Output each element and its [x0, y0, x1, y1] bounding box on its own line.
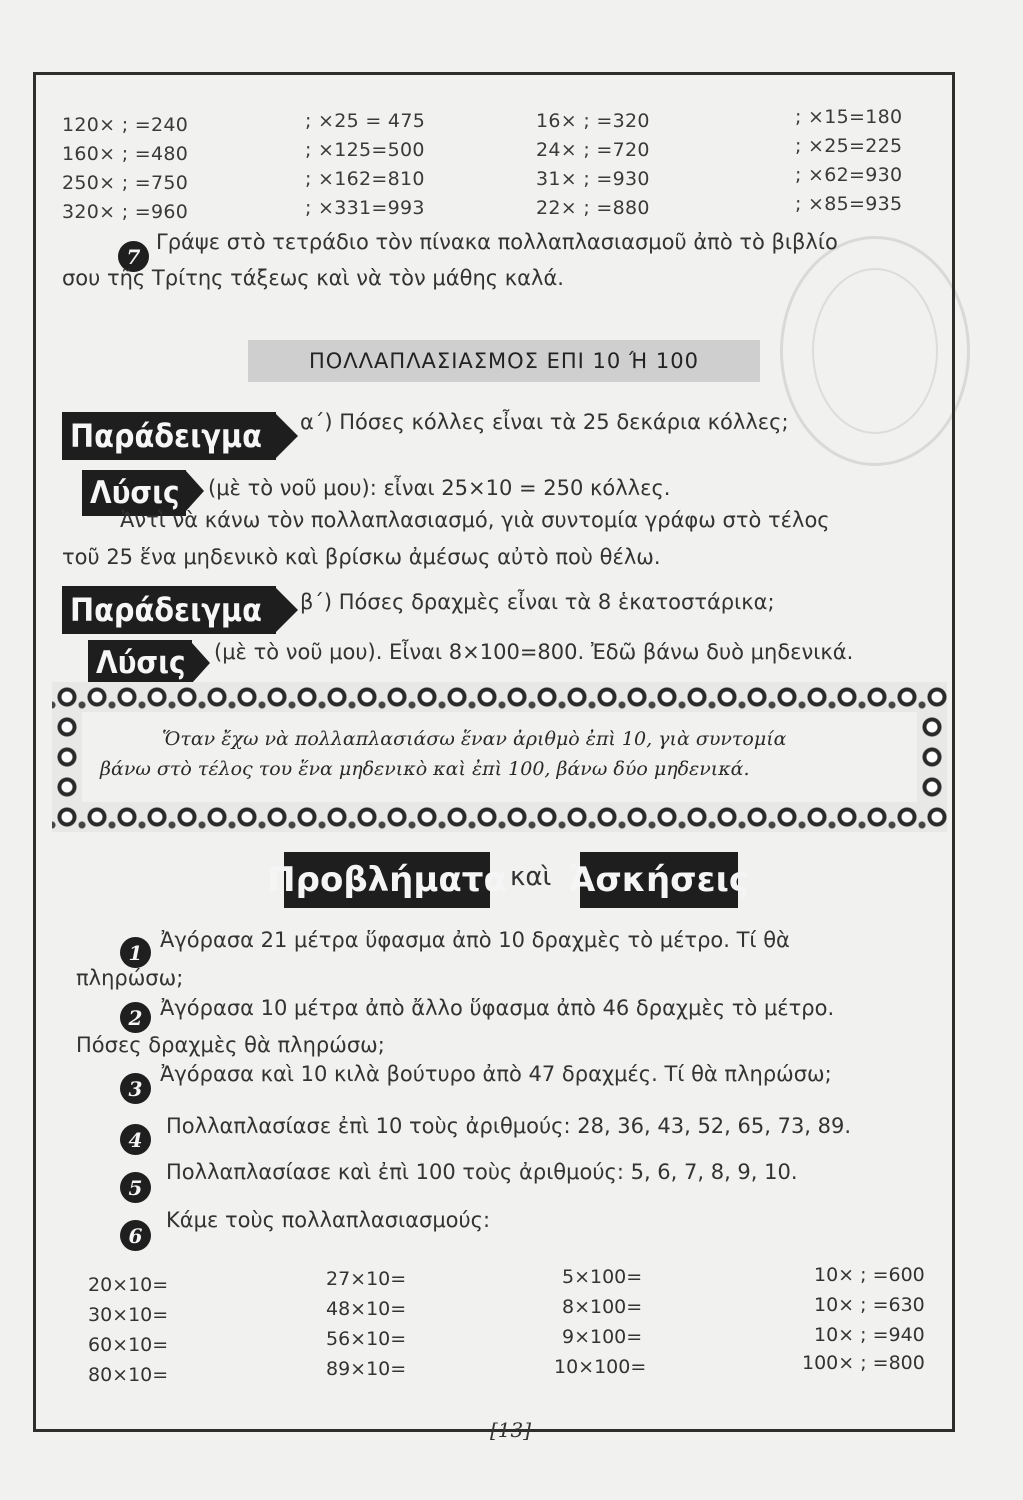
- problem-number-badge: 5: [120, 1172, 151, 1203]
- exercise7-line2: σου τῆς Τρίτης τάξεως καὶ νὰ τὸν μάθης καλά.: [62, 266, 564, 290]
- exercise-cell: 27×10=: [326, 1268, 407, 1290]
- equation: 16× ; =320: [536, 110, 650, 132]
- rule-line1: Ὅταν ἔχω νὰ πολλαπλασιάσω ἕναν ἀριθμὸ ἐπὶ 10, γιὰ συντομία: [162, 728, 787, 750]
- garland-right: [917, 712, 947, 802]
- equation: ; ×15=180: [795, 106, 903, 128]
- exercise-cell: 60×10=: [88, 1334, 169, 1356]
- exercise-cell: 30×10=: [88, 1304, 169, 1326]
- rule-garland-frame: [52, 682, 947, 832]
- exercise-cell: 10× ; =630: [814, 1294, 925, 1316]
- garland-left: [52, 712, 82, 802]
- garland-top: [52, 682, 947, 712]
- example-a-question: α΄) Πόσες κόλλες εἶναι τὰ 25 δεκάρια κόλλες;: [300, 410, 789, 434]
- exercise-cell: 80×10=: [88, 1364, 169, 1386]
- equation: 24× ; =720: [536, 139, 650, 161]
- problem-line2: πληρώσω;: [76, 966, 184, 990]
- equation: 160× ; =480: [62, 143, 189, 165]
- equation: 120× ; =240: [62, 114, 189, 136]
- problem-number-badge: 6: [120, 1220, 151, 1251]
- problem-number-badge: 3: [120, 1073, 151, 1104]
- problems-heading-right: Ἀσκήσεις: [580, 852, 738, 908]
- solution-tag-arrow: [186, 471, 204, 511]
- equation: 320× ; =960: [62, 201, 189, 223]
- equation: ; ×331=993: [305, 197, 425, 219]
- problem-line1: Ἀγόρασα 10 μέτρα ἀπὸ ἄλλο ὕφασμα ἀπὸ 46 δραχμὲς τὸ μέτρο.: [160, 996, 835, 1020]
- exercise7-line1: Γράψε στὸ τετράδιο τὸν πίνακα πολλαπλασιασμοῦ ἀπὸ τὸ βιβλίο: [156, 230, 838, 254]
- equation: ; ×125=500: [305, 139, 425, 161]
- example-a-solution: (μὲ τὸ νοῦ μου): εἶναι 25×10 = 250 κόλλες.: [208, 476, 671, 500]
- problem-line2: Πόσες δραχμὲς θὰ πληρώσω;: [76, 1033, 385, 1057]
- exercise-cell: 10× ; =600: [814, 1264, 925, 1286]
- section-heading: ΠΟΛΛΑΠΛΑΣΙΑΣΜΟΣ ΕΠΙ 10 Ή 100: [248, 340, 760, 382]
- exercise-cell: 56×10=: [326, 1328, 407, 1350]
- problem-number-badge: 1: [120, 937, 151, 968]
- exercise-cell: 5×100=: [562, 1266, 643, 1288]
- problem-number-badge: 4: [120, 1124, 151, 1155]
- example-a-note-line1: Ἀντὶ νὰ κάνω τὸν πολλαπλασιασμό, γιὰ συντομία γράφω στὸ τέλος: [120, 508, 830, 532]
- problem-number-badge: 2: [120, 1002, 151, 1033]
- solution-tag: Λύσις: [88, 640, 192, 686]
- example-b-question: β΄) Πόσες δραχμὲς εἶναι τὰ 8 ἑκατοστάρικα;: [300, 590, 775, 614]
- example-tag: Παράδειγμα: [62, 412, 276, 460]
- equation: ; ×25=225: [795, 135, 903, 157]
- example-tag: Παράδειγμα: [62, 586, 276, 634]
- problem-line1: Ἀγόρασα 21 μέτρα ὕφασμα ἀπὸ 10 δραχμὲς τὸ μέτρο. Τί θὰ: [160, 928, 790, 952]
- exercise-number-badge: 7: [118, 241, 149, 272]
- equation: 250× ; =750: [62, 172, 189, 194]
- exercise-cell: 89×10=: [326, 1358, 407, 1380]
- example-a-note-line2: τοῦ 25 ἕνα μηδενικὸ καὶ βρίσκω ἀμέσως αὐτὸ ποὺ θέλω.: [62, 545, 661, 569]
- garland-bottom: [52, 802, 947, 832]
- rule-line2: βάνω στὸ τέλος του ἕνα μηδενικὸ καὶ ἐπὶ 100, βάνω δύο μηδενικά.: [100, 758, 750, 780]
- solution-tag: Λύσις: [82, 470, 186, 516]
- problems-heading-middle: καὶ: [510, 862, 552, 892]
- exercise-cell: 9×100=: [562, 1326, 643, 1348]
- equation: ; ×62=930: [795, 164, 903, 186]
- problem-line1: Πολλαπλασίασε ἐπὶ 10 τοὺς ἀριθμούς: 28, 36, 43, 52, 65, 73, 89.: [166, 1114, 852, 1138]
- exercise-cell: 48×10=: [326, 1298, 407, 1320]
- exercise-cell: 10× ; =940: [814, 1324, 925, 1346]
- problems-heading-left: Προβλήματα: [284, 852, 490, 908]
- equation: ; ×85=935: [795, 193, 903, 215]
- example-tag-arrow: [276, 588, 298, 632]
- problem-line1: Ἀγόρασα καὶ 10 κιλὰ βούτυρο ἀπὸ 47 δραχμές. Τί θὰ πληρώσω;: [160, 1062, 832, 1086]
- exercise-cell: 8×100=: [562, 1296, 643, 1318]
- equation: ; ×25 = 475: [305, 110, 426, 132]
- exercise-cell: 20×10=: [88, 1274, 169, 1296]
- problem-line1: Κάμε τοὺς πολλαπλασιασμούς:: [166, 1208, 491, 1232]
- equation: 22× ; =880: [536, 197, 650, 219]
- page-number: [13]: [490, 1418, 532, 1442]
- exercise-cell: 100× ; =800: [802, 1352, 925, 1374]
- equation: ; ×162=810: [305, 168, 425, 190]
- exercise-cell: 10×100=: [554, 1356, 647, 1378]
- problem-line1: Πολλαπλασίασε καὶ ἐπὶ 100 τοὺς ἀριθμούς: 5, 6, 7, 8, 9, 10.: [166, 1160, 798, 1184]
- solution-tag-arrow: [192, 643, 210, 683]
- equation: 31× ; =930: [536, 168, 650, 190]
- example-tag-arrow: [276, 414, 298, 458]
- example-b-solution: (μὲ τὸ νοῦ μου). Εἶναι 8×100=800. Ἐδῶ βάνω δυὸ μηδενικά.: [214, 640, 854, 664]
